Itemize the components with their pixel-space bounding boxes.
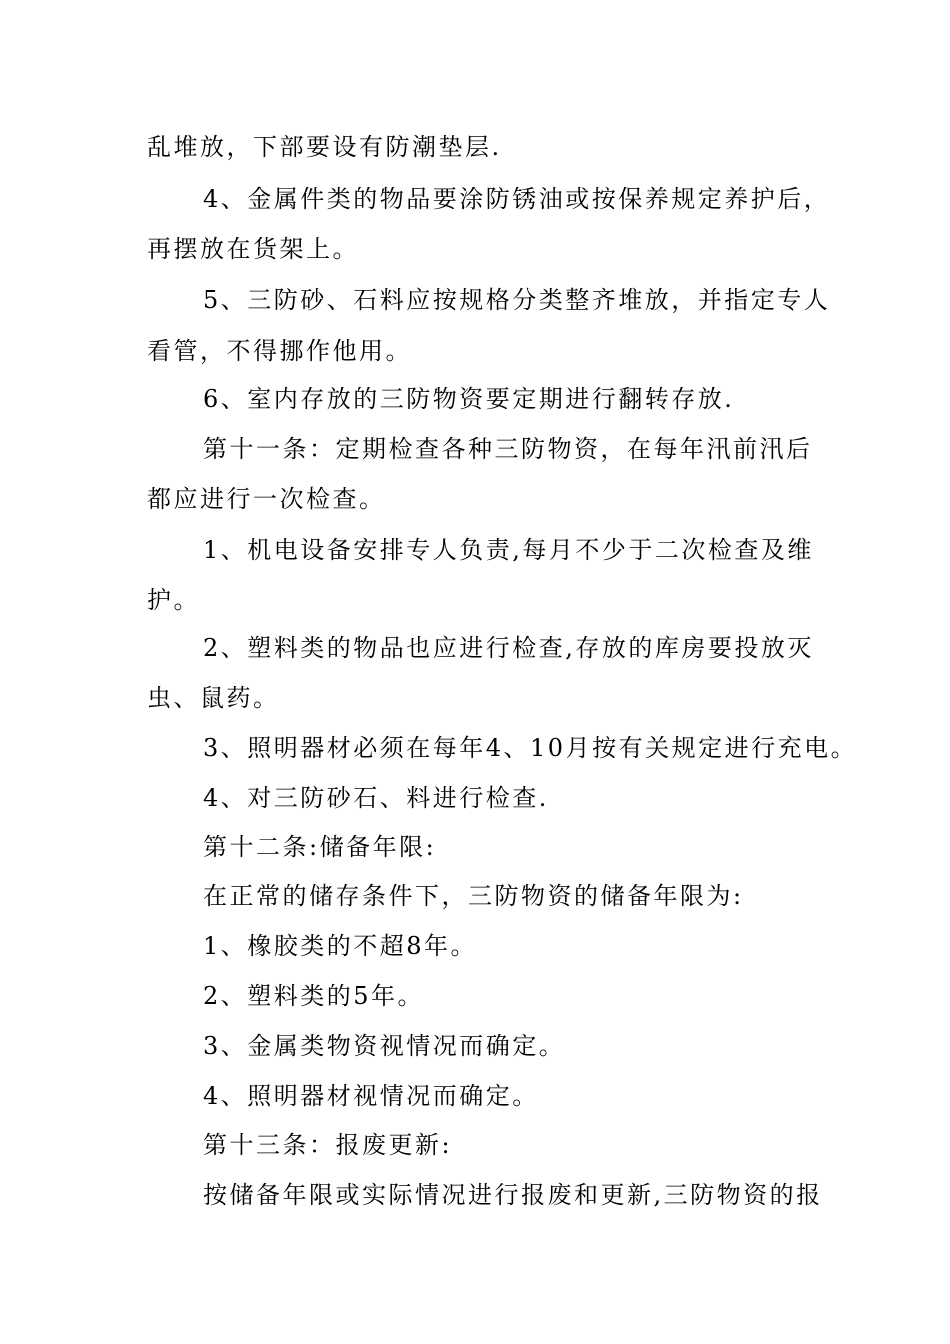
- paragraph-line: 6、室内存放的三防物资要定期进行翻转存放.: [203, 385, 735, 413]
- paragraph-line: 4、金属件类的物品要涂防锈油或按保养规定养护后，: [203, 185, 831, 213]
- paragraph-line: 5、三防砂、石料应按规格分类整齐堆放，并指定专人: [203, 286, 831, 314]
- paragraph-line: 4、对三防砂石、料进行检查.: [203, 784, 549, 812]
- list-item: 4、照明器材视情况而确定。: [203, 1082, 539, 1110]
- paragraph-line: 再摆放在货架上。: [147, 235, 359, 263]
- paragraph-line: 按储备年限或实际情况进行报废和更新,三防物资的报: [203, 1181, 823, 1209]
- paragraph-line: 护。: [147, 586, 200, 614]
- paragraph-line: 在正常的储存条件下，三防物资的储备年限为:: [203, 882, 744, 910]
- list-item: 1、橡胶类的不超8年。: [203, 932, 478, 960]
- paragraph-line: 2、塑料类的物品也应进行检查,存放的库房要投放灭: [203, 634, 814, 662]
- paragraph-line: 3、照明器材必须在每年4、10月按有关规定进行充电。: [203, 734, 858, 762]
- list-item: 2、塑料类的5年。: [203, 982, 425, 1010]
- article-heading-12: 第十二条:储备年限:: [203, 833, 437, 861]
- paragraph-line: 乱堆放，下部要设有防潮垫层.: [147, 133, 502, 161]
- paragraph-line: 虫、鼠药。: [147, 684, 280, 712]
- paragraph-line: 都应进行一次检查。: [147, 485, 386, 513]
- article-heading-11: 第十一条：定期检查各种三防物资，在每年汛前汛后: [203, 435, 813, 463]
- list-item: 3、金属类物资视情况而确定。: [203, 1032, 566, 1060]
- article-heading-13: 第十三条：报废更新:: [203, 1131, 453, 1159]
- paragraph-line: 看管，不得挪作他用。: [147, 337, 412, 365]
- paragraph-line: 1、机电设备安排专人负责,每月不少于二次检查及维: [203, 536, 814, 564]
